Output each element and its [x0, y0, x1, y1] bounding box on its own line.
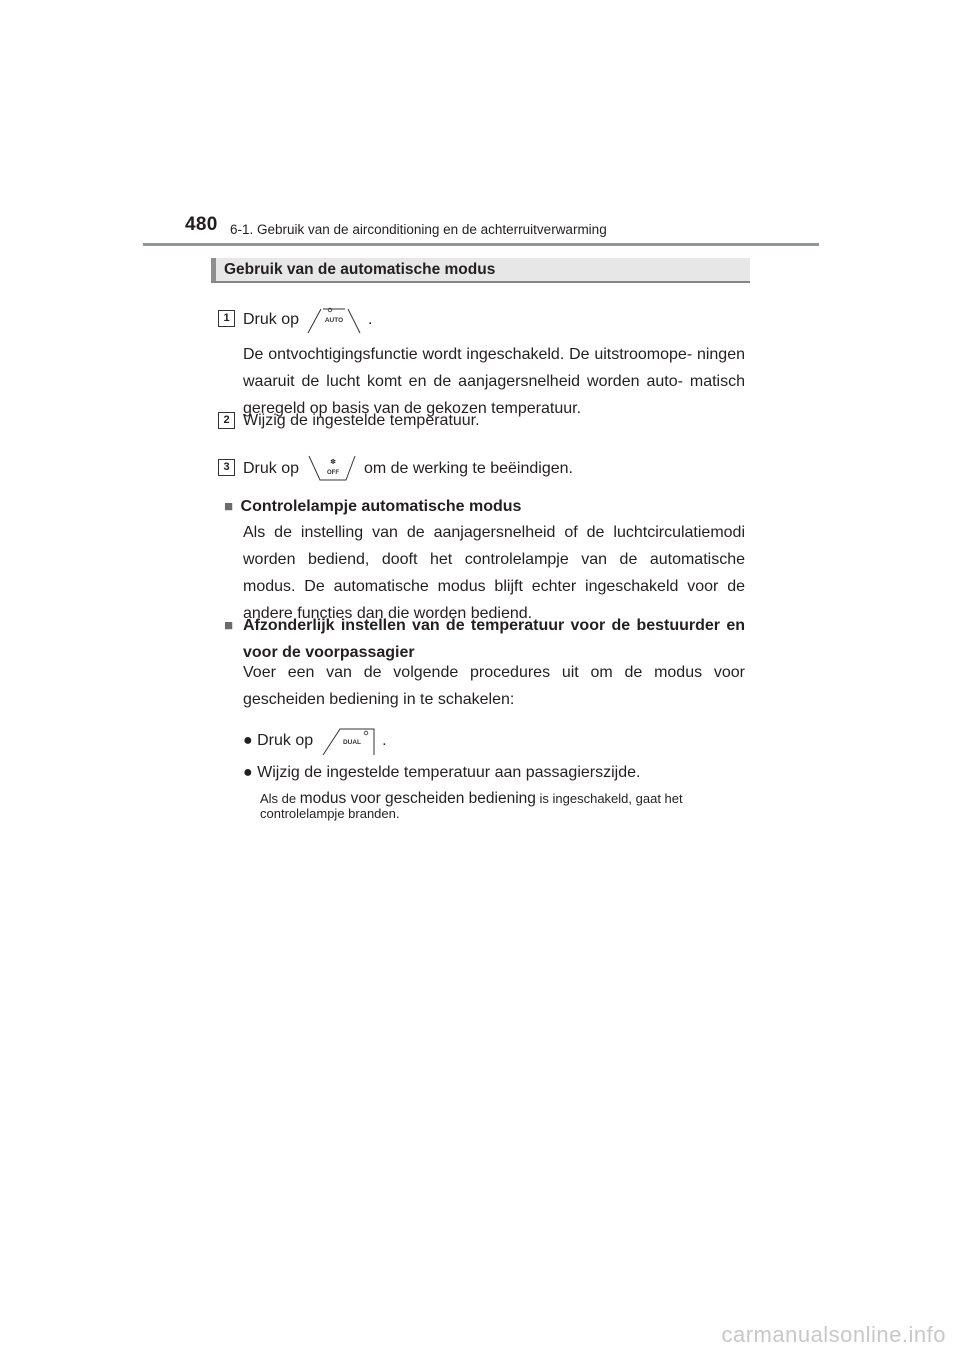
subsection-1-body: Als de instelling van de aanjagersnelheid of de luchtcirculatiemodi worden bediend, dooft het controlelampje van de automatische modus. De automatische modus blijft echter ingeschakeld voor de andere functies dan die worden bediend. [243, 524, 745, 622]
round-bullet-icon: ● [243, 732, 253, 750]
subsection-2-heading: Afzonderlijk instellen van de temperatuur voor de bestuurder en voor de voorpassagier [243, 617, 745, 661]
section-bar-accent [211, 258, 216, 281]
subsection-2-body: Voer een van de volgende procedures uit om de modus voor gescheiden bediening in te schakelen: [243, 664, 745, 708]
svg-text:✽: ✽ [330, 458, 337, 466]
round-bullet-icon: ● [243, 764, 253, 781]
square-bullet-icon: ■ [224, 617, 234, 634]
step-number-3: 3 [218, 459, 235, 476]
step-3-text-end: om de werking te beëindigen. [363, 460, 573, 478]
section-title-bar [211, 258, 750, 283]
step-1-instruction [243, 305, 372, 335]
bullet-2-text: Wijzig de ingestelde temperatuur aan passagierszijde. [257, 764, 641, 781]
note-part-1: Als de [260, 791, 297, 806]
off-button-icon [305, 454, 359, 484]
off-icon-label: OFF [327, 470, 340, 476]
step-3-instruction [243, 454, 573, 484]
note-text [260, 791, 762, 821]
auto-button-icon [305, 305, 363, 335]
section-title: Gebruik van de automatische modus [224, 261, 496, 278]
subsection-2-heading-row [224, 612, 233, 639]
step-2-text: Wijzig de ingestelde temperatuur. [243, 412, 480, 429]
step-3-text: Druk op [243, 460, 300, 478]
dual-icon-label: DUAL [342, 739, 361, 746]
bullet-item-2 [243, 759, 640, 786]
watermark: carmanualsonline.info [721, 1322, 946, 1347]
bullet-1-period: . [382, 732, 387, 750]
step-1-period: . [367, 311, 373, 329]
subsection-1-heading: Controlelampje automatische modus [240, 498, 522, 515]
dual-button-icon [320, 725, 378, 757]
note-part-3: is ingeschakeld, gaat het controlelampje branden. [260, 791, 683, 821]
bullet-item-1 [243, 725, 387, 757]
bullet-1-text: Druk op [257, 732, 314, 750]
subsection-1-heading-row [224, 493, 521, 520]
square-bullet-icon: ■ [224, 498, 234, 515]
header-divider [143, 243, 819, 246]
step-number-1: 1 [218, 310, 235, 327]
auto-icon-label: AUTO [325, 317, 344, 324]
step-1-description: De ontvochtigingsfunctie wordt ingeschakeld. De uitstroomope- ningen waaruit de lucht komt en de aanjagersnelheid worden auto- matisch geregeld op basis van de gekozen temperatuur. [243, 346, 745, 417]
chapter-heading: 6-1. Gebruik van de airconditioning en de achterruitverwarming [230, 222, 607, 237]
page-number: 480 [185, 214, 218, 235]
note-part-2: modus voor gescheiden bediening [299, 790, 536, 807]
step-number-2: 2 [218, 412, 235, 429]
step-1-text: Druk op [243, 311, 300, 329]
